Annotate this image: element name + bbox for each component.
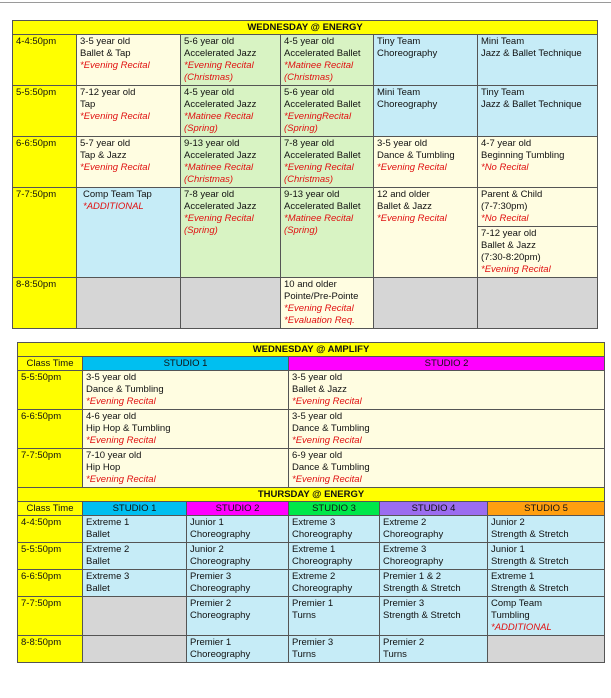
- recital-note: *Evening Recital: [292, 474, 362, 485]
- class-style: Choreography: [190, 583, 251, 594]
- class-style: Choreography: [377, 48, 438, 59]
- class-age: 4-5 year old: [184, 87, 235, 98]
- wednesday-amplify-title: WEDNESDAY @ AMPLIFY: [18, 343, 605, 357]
- recital-season: (Christmas): [284, 174, 334, 185]
- class-level: Junior 1: [190, 517, 224, 528]
- evaluation-note: *Evaluation Req.: [284, 315, 355, 326]
- class-cell: [83, 449, 289, 488]
- recital-note: *Matinee Recital: [284, 60, 354, 71]
- class-cell: [374, 35, 478, 86]
- class-cell: [77, 35, 181, 86]
- time-slot: 5-5:50pm: [18, 543, 83, 570]
- class-age: 4-5 year old: [284, 36, 335, 47]
- class-style: Accelerated Ballet: [284, 99, 361, 110]
- class-style: Jazz & Ballet Technique: [481, 48, 582, 59]
- class-style: Ballet & Jazz: [292, 384, 347, 395]
- class-style: Tap: [80, 99, 96, 110]
- recital-note: *EveningRecital: [284, 111, 352, 122]
- table-row: [18, 597, 605, 636]
- class-style: Accelerated Jazz: [184, 99, 257, 110]
- class-style: Turns: [292, 610, 316, 621]
- time-slot: 6-6:50pm: [18, 570, 83, 597]
- class-style: Strength & Stretch: [491, 583, 569, 594]
- class-cell: [187, 543, 289, 570]
- recital-note: *Evening Recital: [80, 111, 150, 122]
- class-cell: [187, 597, 289, 636]
- recital-note: *ADDITIONAL: [491, 622, 552, 633]
- table-row: [18, 543, 605, 570]
- recital-note: *Evening Recital: [377, 162, 447, 173]
- class-level: Extreme 2: [383, 517, 427, 528]
- class-style: Ballet: [86, 583, 110, 594]
- class-cell: [83, 516, 187, 543]
- class-style: Ballet & Jazz: [377, 201, 432, 212]
- page-top-rule: [0, 2, 611, 3]
- class-style: Dance & Tumbling: [292, 462, 370, 473]
- time-slot: 4-4:50pm: [13, 35, 77, 86]
- class-style: Choreography: [383, 556, 444, 567]
- empty-cell: [181, 278, 281, 329]
- table-row: [18, 636, 605, 663]
- class-level: Extreme 3: [86, 571, 130, 582]
- class-cell: [281, 188, 374, 278]
- class-level: Extreme 2: [292, 571, 336, 582]
- recital-season: (Spring): [184, 123, 218, 134]
- recital-note: *Evening Recital: [184, 213, 254, 224]
- class-level: Extreme 1: [491, 571, 535, 582]
- class-style: Choreography: [190, 649, 251, 660]
- class-age: 5-7 year old: [80, 138, 131, 149]
- class-style: Strength & Stretch: [383, 610, 461, 621]
- class-style: Ballet: [86, 556, 110, 567]
- class-team: Mini Team: [481, 36, 525, 47]
- time-slot: 5-5:50pm: [18, 371, 83, 410]
- class-style: Accelerated Ballet: [284, 48, 361, 59]
- class-team: Comp Team Tap: [83, 189, 152, 200]
- table-row: [18, 371, 605, 410]
- time-slot: 8-8:50pm: [18, 636, 83, 663]
- class-cell: [488, 597, 605, 636]
- class-style: Accelerated Ballet: [284, 201, 361, 212]
- class-cell: [289, 410, 605, 449]
- class-age: 5-6 year old: [184, 36, 235, 47]
- studio-5-header: STUDIO 5: [488, 502, 605, 516]
- split-class-cell: [478, 188, 598, 278]
- class-style: Choreography: [190, 610, 251, 621]
- class-age: Parent & Child: [481, 189, 543, 200]
- recital-note: *Evening Recital: [377, 213, 447, 224]
- class-cell: [83, 570, 187, 597]
- class-level: Premier 1: [292, 598, 334, 609]
- empty-cell: [488, 636, 605, 663]
- recital-season: (Christmas): [184, 174, 234, 185]
- recital-note: *Evening Recital: [481, 264, 551, 275]
- class-level: Extreme 3: [292, 517, 336, 528]
- class-style: Choreography: [292, 556, 353, 567]
- thursday-energy-title: THURSDAY @ ENERGY: [18, 488, 605, 502]
- class-style: Strength & Stretch: [383, 583, 461, 594]
- class-cell: [380, 636, 488, 663]
- class-style: Accelerated Jazz: [184, 150, 257, 161]
- class-level: Extreme 2: [86, 544, 130, 555]
- recital-note: *Evening Recital: [80, 162, 150, 173]
- class-cell: [289, 543, 380, 570]
- class-cell: [181, 137, 281, 188]
- class-cell: [281, 278, 374, 329]
- class-cell: [281, 35, 374, 86]
- class-style: Dance & Tumbling: [377, 150, 455, 161]
- ballet-jazz-block: [478, 227, 597, 277]
- table-row: [13, 188, 598, 278]
- recital-note: *Matinee Recital: [284, 213, 354, 224]
- studio-3-header: STUDIO 3: [289, 502, 380, 516]
- class-cell: [187, 516, 289, 543]
- class-age: 6-9 year old: [292, 450, 343, 461]
- time-slot: 7-7:50pm: [13, 188, 77, 278]
- class-cell: [374, 137, 478, 188]
- studio-1-header: STUDIO 1: [83, 357, 289, 371]
- class-cell: [289, 371, 605, 410]
- class-cell: [181, 35, 281, 86]
- class-style: Hip Hop & Tumbling: [86, 423, 171, 434]
- class-level: Premier 1 & 2: [383, 571, 442, 582]
- recital-note: *Evening Recital: [86, 474, 156, 485]
- class-age: 4-7 year old: [481, 138, 532, 149]
- class-style: Dance & Tumbling: [292, 423, 370, 434]
- class-style: Choreography: [190, 529, 251, 540]
- class-level: Premier 3: [190, 571, 232, 582]
- class-cell: [181, 86, 281, 137]
- class-style: Ballet: [86, 529, 110, 540]
- class-level: Premier 2: [190, 598, 232, 609]
- class-cell: [380, 543, 488, 570]
- class-cell: [289, 597, 380, 636]
- class-style: Choreography: [377, 99, 438, 110]
- time-slot: 7-7:50pm: [18, 449, 83, 488]
- class-cell: [77, 137, 181, 188]
- class-level: Junior 2: [190, 544, 224, 555]
- class-age: 10 and older: [284, 279, 337, 290]
- class-level: Premier 2: [383, 637, 425, 648]
- class-style: Choreography: [292, 583, 353, 594]
- class-age: 7-12 year old: [80, 87, 136, 98]
- recital-note: *Matinee Recital: [184, 111, 254, 122]
- recital-note: *Evening Recital: [184, 60, 254, 71]
- class-style: Pointe/Pre-Pointe: [284, 291, 359, 302]
- recital-note: *Matinee Recital: [184, 162, 254, 173]
- class-style: Accelerated Jazz: [184, 48, 257, 59]
- parent-child-block: [478, 188, 597, 227]
- class-age: 3-5 year old: [86, 372, 137, 383]
- class-level: Extreme 1: [86, 517, 130, 528]
- class-cell: [478, 35, 598, 86]
- empty-cell: [83, 636, 187, 663]
- class-age: 3-5 year old: [292, 372, 343, 383]
- class-cell: [187, 636, 289, 663]
- recital-note: *No Recital: [481, 213, 529, 224]
- class-style: Turns: [383, 649, 407, 660]
- class-level: Premier 3: [383, 598, 425, 609]
- class-age: 7-8 year old: [284, 138, 335, 149]
- time-slot: 8-8:50pm: [13, 278, 77, 329]
- class-style: Ballet & Tap: [80, 48, 131, 59]
- class-age: 9-13 year old: [284, 189, 340, 200]
- class-time: (7-7:30pm): [481, 201, 528, 212]
- recital-season: (Christmas): [184, 72, 234, 83]
- class-style: Jazz & Ballet Technique: [481, 99, 582, 110]
- class-cell: [83, 371, 289, 410]
- recital-note: *Evening Recital: [86, 396, 156, 407]
- class-style: Choreography: [190, 556, 251, 567]
- class-age: 5-6 year old: [284, 87, 335, 98]
- class-style: Choreography: [292, 529, 353, 540]
- class-style: Tap & Jazz: [80, 150, 127, 161]
- class-cell: [289, 516, 380, 543]
- class-cell: [478, 86, 598, 137]
- table-row: [18, 449, 605, 488]
- recital-season: (Spring): [184, 225, 218, 236]
- class-cell: [181, 188, 281, 278]
- class-style: Beginning Tumbling: [481, 150, 565, 161]
- class-style: Dance & Tumbling: [86, 384, 164, 395]
- studio-2-header: STUDIO 2: [187, 502, 289, 516]
- class-cell: [488, 543, 605, 570]
- class-cell: [380, 597, 488, 636]
- table-row: [18, 410, 605, 449]
- class-team: Tiny Team: [481, 87, 525, 98]
- empty-cell: [478, 278, 598, 329]
- class-level: Junior 1: [491, 544, 525, 555]
- class-cell: [488, 570, 605, 597]
- empty-cell: [374, 278, 478, 329]
- wednesday-energy-table: [12, 20, 598, 329]
- studio-4-header: STUDIO 4: [380, 502, 488, 516]
- class-age: 3-5 year old: [377, 138, 428, 149]
- class-style: Strength & Stretch: [491, 556, 569, 567]
- class-level: Premier 1: [190, 637, 232, 648]
- class-level: Extreme 3: [383, 544, 427, 555]
- recital-note: *Evening Recital: [292, 435, 362, 446]
- table-row: [18, 516, 605, 543]
- recital-season: (Spring): [284, 225, 318, 236]
- recital-note: *ADDITIONAL: [83, 201, 144, 212]
- recital-note: *Evening Recital: [86, 435, 156, 446]
- class-age: 4-6 year old: [86, 411, 137, 422]
- class-cell: [380, 516, 488, 543]
- class-cell: [488, 516, 605, 543]
- class-style: Accelerated Jazz: [184, 201, 257, 212]
- time-slot: 6-6:50pm: [13, 137, 77, 188]
- recital-note: *Evening Recital: [292, 396, 362, 407]
- class-cell: [281, 86, 374, 137]
- class-age: 3-5 year old: [80, 36, 131, 47]
- class-team: Tiny Team: [377, 36, 421, 47]
- class-time-header: Class Time: [18, 502, 83, 516]
- class-age: 3-5 year old: [292, 411, 343, 422]
- recital-note: *Evening Recital: [80, 60, 150, 71]
- studio-2-header: STUDIO 2: [289, 357, 605, 371]
- class-age: 7-10 year old: [86, 450, 142, 461]
- class-cell: [374, 86, 478, 137]
- class-cell: [380, 570, 488, 597]
- class-cell: [83, 543, 187, 570]
- table-row: [13, 137, 598, 188]
- class-cell: [289, 636, 380, 663]
- recital-season: (Spring): [284, 123, 318, 134]
- class-cell: [289, 449, 605, 488]
- class-team: Mini Team: [377, 87, 421, 98]
- class-style: Strength & Stretch: [491, 529, 569, 540]
- recital-note: *No Recital: [481, 162, 529, 173]
- class-cell: [289, 570, 380, 597]
- class-cell: [281, 137, 374, 188]
- empty-cell: [77, 278, 181, 329]
- time-slot: 5-5:50pm: [13, 86, 77, 137]
- time-slot: 4-4:50pm: [18, 516, 83, 543]
- class-style: Turns: [292, 649, 316, 660]
- recital-note: *Evening Recital: [284, 303, 354, 314]
- class-level: Comp Team: [491, 598, 543, 609]
- class-style: Choreography: [383, 529, 444, 540]
- class-style: Tumbling: [491, 610, 530, 621]
- class-cell: [77, 188, 181, 278]
- class-age: 7-12 year old: [481, 228, 537, 239]
- class-style: Accelerated Ballet: [284, 150, 361, 161]
- time-slot: 7-7:50pm: [18, 597, 83, 636]
- class-level: Premier 3: [292, 637, 334, 648]
- time-slot: 6-6:50pm: [18, 410, 83, 449]
- class-cell: [478, 137, 598, 188]
- class-cell: [83, 410, 289, 449]
- class-time: (7:30-8:20pm): [481, 252, 541, 263]
- class-age: 7-8 year old: [184, 189, 235, 200]
- table-row: [13, 86, 598, 137]
- class-age: 9-13 year old: [184, 138, 240, 149]
- empty-cell: [83, 597, 187, 636]
- class-level: Extreme 1: [292, 544, 336, 555]
- class-age: 12 and older: [377, 189, 430, 200]
- class-style: Hip Hop: [86, 462, 121, 473]
- table-row: [13, 35, 598, 86]
- recital-season: (Christmas): [284, 72, 334, 83]
- class-style: Ballet & Jazz: [481, 240, 536, 251]
- class-level: Junior 2: [491, 517, 525, 528]
- table-row: [18, 570, 605, 597]
- class-cell: [77, 86, 181, 137]
- class-cell: [374, 188, 478, 278]
- recital-note: *Evening Recital: [284, 162, 354, 173]
- studio-1-header: STUDIO 1: [83, 502, 187, 516]
- table-row: [13, 278, 598, 329]
- wednesday-energy-title: WEDNESDAY @ ENERGY: [13, 21, 598, 35]
- amplify-thursday-table: [17, 342, 605, 663]
- class-time-header: Class Time: [18, 357, 83, 371]
- class-cell: [187, 570, 289, 597]
